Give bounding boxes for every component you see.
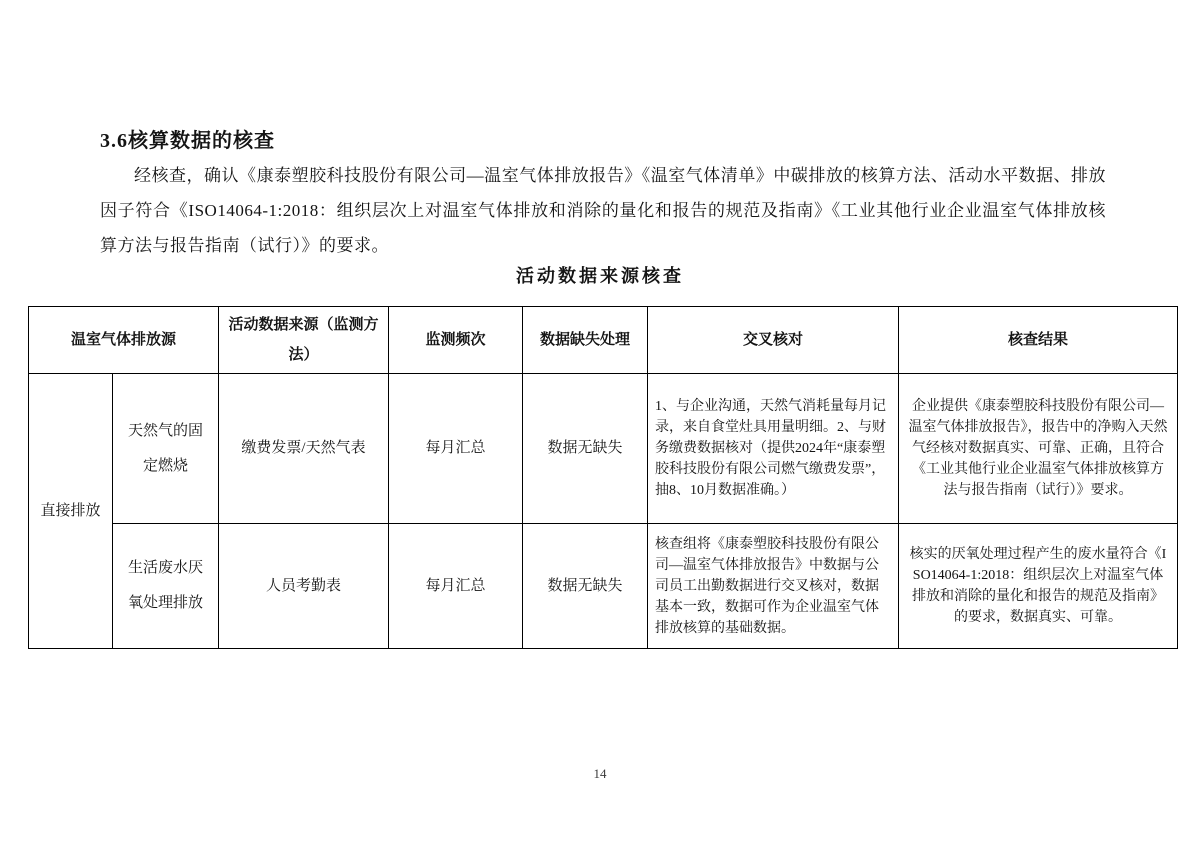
section-heading: 3.6核算数据的核查: [100, 130, 275, 152]
cell-cross-check: 1、与企业沟通，天然气消耗量每月记录，来自食堂灶具用量明细。2、与财务缴费数据核对（提供2024年“康泰塑胶科技股份有限公司燃气缴费发票”，抽8、10月数据准确。）: [648, 374, 899, 524]
cell-emission-category: 直接排放: [29, 374, 113, 649]
header-emission-source: 温室气体排放源: [29, 307, 219, 374]
cell-data-source: 人员考勤表: [219, 524, 389, 649]
cell-frequency: 每月汇总: [389, 374, 523, 524]
cell-data-source: 缴费发票/天然气表: [219, 374, 389, 524]
cell-missing-data: 数据无缺失: [523, 374, 648, 524]
page-number: 14: [593, 766, 607, 781]
cell-source-name: 天然气的固定燃烧: [113, 374, 219, 524]
cell-verification-result: 核实的厌氧处理过程产生的废水量符合《ISO14064-1:2018：组织层次上对温室气体排放和消除的量化和报告的规范及指南》的要求，数据真实、可靠。: [899, 524, 1178, 649]
section-paragraph: 经核查，确认《康泰塑胶科技股份有限公司—温室气体排放报告》《温室气体清单》中碳排放的核算方法、活动水平数据、排放因子符合《ISO14064-1:2018：组织层次上对温室气体排放和消除的量化和报告的规范及指南》《工业其他行业企业温室气体排放核算方法与报告指南（试行）》的要求。: [100, 166, 1106, 255]
cell-source-name: 生活废水厌氧处理排放: [113, 524, 219, 649]
table-header-row: [29, 307, 1178, 374]
cell-missing-data: 数据无缺失: [523, 524, 648, 649]
header-missing-data-handling: 数据缺失处理: [523, 307, 648, 374]
table-row: [29, 524, 1178, 649]
activity-data-verification-table: [28, 306, 1178, 649]
header-cross-check: 交叉核对: [648, 307, 899, 374]
cell-verification-result: 企业提供《康泰塑胶科技股份有限公司—温室气体排放报告》，报告中的净购入天然气经核对数据真实、可靠、正确，且符合《工业其他行业企业温室气体排放核算方法与报告指南（试行）》要求。: [899, 374, 1178, 524]
table-title: 活动数据来源核查: [516, 266, 684, 286]
cell-frequency: 每月汇总: [389, 524, 523, 649]
header-activity-data-source: 活动数据来源（监测方法）: [219, 307, 389, 374]
header-verification-result: 核查结果: [899, 307, 1178, 374]
header-monitoring-frequency: 监测频次: [389, 307, 523, 374]
table-row: [29, 374, 1178, 524]
cell-cross-check: 核查组将《康泰塑胶科技股份有限公司—温室气体排放报告》中数据与公司员工出勤数据进行交叉核对，数据基本一致，数据可作为企业温室气体排放核算的基础数据。: [648, 524, 899, 649]
